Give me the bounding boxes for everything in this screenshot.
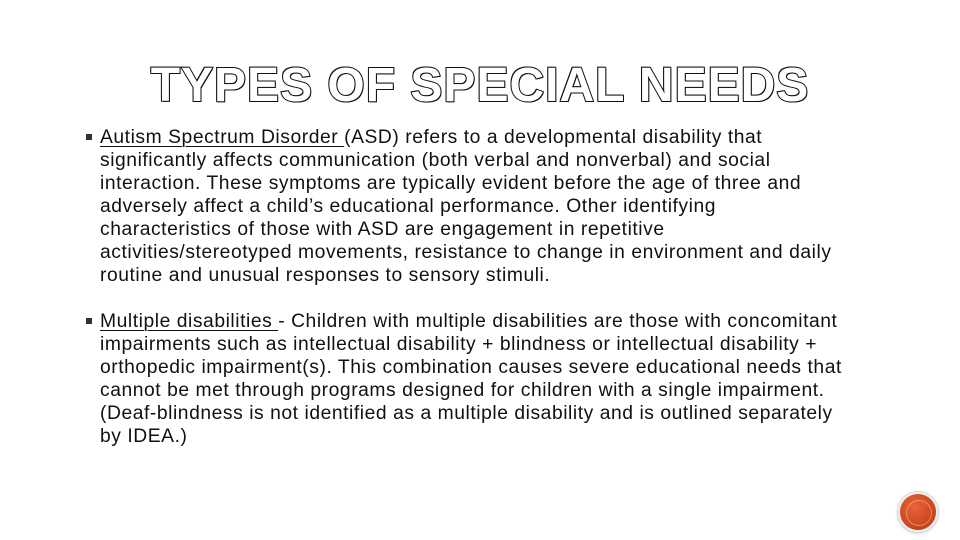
bullet-item-asd	[86, 126, 846, 287]
bullet-text: (ASD) refers to a developmental disability that significantly affects communication (both verbal and nonverbal) and social interaction. These symptoms are typically evident before the age of three and adversely affect a child’s educational performance. Other identifying characteristics of those with ASD are engagement in repetitive activities/stereotyped movements, resistance to change in environment and daily routine and unusual responses to sensory stimuli.	[100, 127, 832, 286]
bullet-term: Multiple disabilities	[100, 311, 279, 332]
square-bullet-icon	[86, 318, 92, 324]
bullet-term: Autism Spectrum Disorder	[100, 127, 345, 148]
bullet-text: - Children with multiple disabilities are those with concomitant impairments such as intellectual disability + blindness or intellectual disability + orthopedic impairment(s). This combination causes severe educational needs that cannot be met through programs designed for children with a single impairment. (Deaf-blindness is not identified as a multiple disability and is outlined separately by IDEA.)	[100, 311, 842, 447]
bullet-list	[86, 126, 846, 448]
slide-title: TYPES OF SPECIAL NEEDS	[150, 59, 810, 112]
circle-badge-ring	[906, 500, 932, 526]
square-bullet-icon	[86, 134, 92, 140]
bullet-item-multiple-disabilities	[86, 310, 846, 448]
circle-badge-icon	[898, 492, 938, 532]
